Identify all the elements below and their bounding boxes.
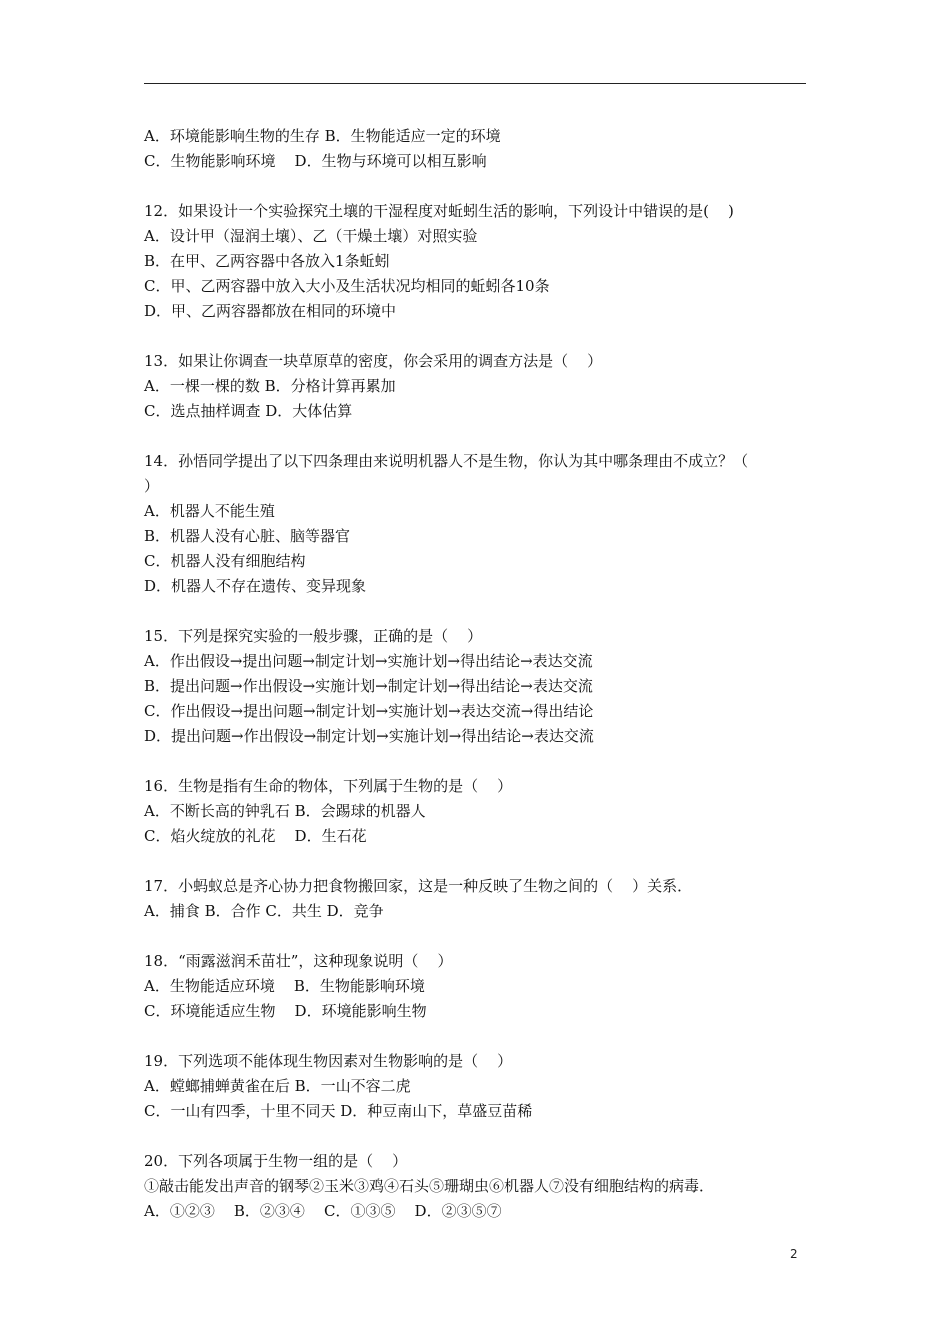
question-block xyxy=(144,1049,806,1124)
question-line: C．作出假设→提出问题→制定计划→实施计划→表达交流→得出结论 xyxy=(144,702,594,720)
question-stem: 17．小蚂蚁总是齐心协力把食物搬回家，这是一种反映了生物之间的（ ）关系． xyxy=(144,877,693,895)
question-stem: 14．孙悟同学提出了以下四条理由来说明机器人不是生物，你认为其中哪条理由不成立？（ xyxy=(144,452,749,470)
question-line: A．机器人不能生殖 xyxy=(144,502,275,520)
question-line: C．一山有四季，十里不同天 D．种豆南山下，草盛豆苗稀 xyxy=(144,1102,533,1120)
question-line: ） xyxy=(144,477,160,495)
question-line: A．①②③ B．②③④ C．①③⑤ D．②③⑤⑦ xyxy=(144,1202,502,1220)
question-line: A．不断长高的钟乳石 B．会踢球的机器人 xyxy=(144,802,426,820)
question-stem: A．环境能影响生物的生存 B．生物能适应一定的环境 xyxy=(144,127,501,145)
page-number: 2 xyxy=(790,1247,798,1261)
question-stem: 18．“雨露滋润禾苗壮”，这种现象说明（ ） xyxy=(144,952,453,970)
question-stem: 13．如果让你调查一块草原草的密度，你会采用的调查方法是（ ） xyxy=(144,352,603,370)
question-block xyxy=(144,774,806,849)
question-block xyxy=(144,199,806,324)
question-line: A．设计甲（湿润土壤）、乙（干燥土壤）对照实验 xyxy=(144,227,478,245)
question-line: D．提出问题→作出假设→制定计划→实施计划→得出结论→表达交流 xyxy=(144,727,594,745)
question-line: C．机器人没有细胞结构 xyxy=(144,552,306,570)
question-line: B．提出问题→作出假设→实施计划→制定计划→得出结论→表达交流 xyxy=(144,677,593,695)
question-line: A．一棵一棵的数 B．分格计算再累加 xyxy=(144,377,396,395)
question-block xyxy=(144,624,806,749)
question-block xyxy=(144,349,806,424)
question-stem: 16．生物是指有生命的物体，下列属于生物的是（ ） xyxy=(144,777,513,795)
question-stem: 12．如果设计一个实验探究土壤的干湿程度对蚯蚓生活的影响，下列设计中错误的是( ) xyxy=(144,202,734,220)
question-line: C．甲、乙两容器中放入大小及生活状况均相同的蚯蚓各10条 xyxy=(144,277,550,295)
question-block xyxy=(144,449,806,599)
question-line: C．选点抽样调查 D．大体估算 xyxy=(144,402,353,420)
question-block xyxy=(144,874,806,924)
question-block xyxy=(144,1149,806,1224)
question-line: B．在甲、乙两容器中各放入1条蚯蚓 xyxy=(144,252,390,270)
question-line: C．环境能适应生物 D．环境能影响生物 xyxy=(144,1002,427,1020)
question-stem: 20．下列各项属于生物一组的是（ ） xyxy=(144,1152,408,1170)
question-line: A．螳螂捕蝉黄雀在后 B．一山不容二虎 xyxy=(144,1077,411,1095)
question-line: ①敲击能发出声音的钢琴②玉米③鸡④石头⑤珊瑚虫⑥机器人⑦没有细胞结构的病毒． xyxy=(144,1177,715,1195)
question-line: A．生物能适应环境 B．生物能影响环境 xyxy=(144,977,425,995)
question-line: C．焰火绽放的礼花 D．生石花 xyxy=(144,827,367,845)
question-block xyxy=(144,949,806,1024)
question-line: A．捕食 B．合作 C．共生 D．竞争 xyxy=(144,902,384,920)
question-line: B．机器人没有心脏、脑等器官 xyxy=(144,527,351,545)
question-line: D．甲、乙两容器都放在相同的环境中 xyxy=(144,302,397,320)
question-line: D．机器人不存在遗传、变异现象 xyxy=(144,577,367,595)
question-list xyxy=(144,124,806,1249)
question-stem: 15．下列是探究实验的一般步骤，正确的是（ ） xyxy=(144,627,483,645)
header-rule xyxy=(144,83,806,84)
question-line: C．生物能影响环境 D．生物与环境可以相互影响 xyxy=(144,152,487,170)
question-line: A．作出假设→提出问题→制定计划→实施计划→得出结论→表达交流 xyxy=(144,652,593,670)
question-stem: 19．下列选项不能体现生物因素对生物影响的是（ ） xyxy=(144,1052,513,1070)
question-block xyxy=(144,124,806,174)
